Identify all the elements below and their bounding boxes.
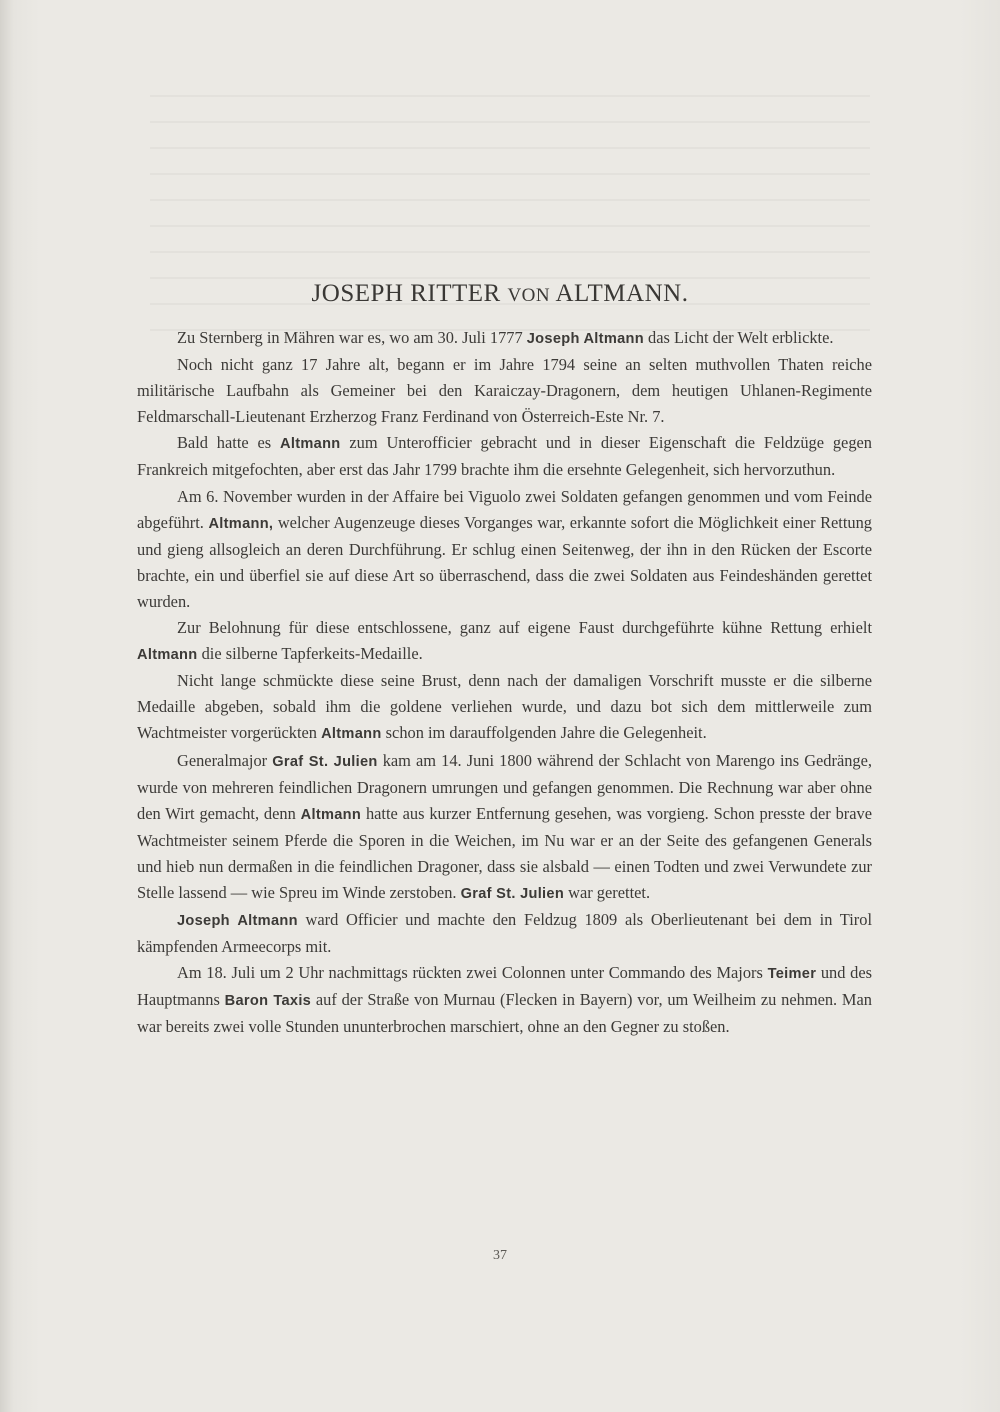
text-run: auf der Straße von Murnau (Flecken in Bayern) vor, um Weilheim zu nehmen. Man war bereits zwei volle Stunden ununterbrochen marschiert, ohne an den Gegner zu stoßen. xyxy=(137,990,872,1037)
paragraph xyxy=(137,484,872,615)
text-run: schon im darauffolgenden Jahre die Gelegenheit. xyxy=(381,723,707,743)
paragraph xyxy=(137,907,872,960)
paragraph xyxy=(137,352,872,430)
emphasized-name: Joseph Altmann xyxy=(177,913,298,930)
text-run: Zur Belohnung für diese entschlossene, ganz auf eigene Faust durchgeführte kühne Rettung erhielt xyxy=(177,618,872,638)
text-run: Nicht lange schmückte diese seine Brust, denn nach der damaligen Vorschrift musste er die silberne Medaille abgeben, sobald ihm die goldene verliehen wurde, und dazu bot sich dem mittlerweile zum Wachtmeister vorgerückten xyxy=(137,671,872,743)
text-run: Generalmajor xyxy=(177,750,273,770)
emphasized-name: Altmann xyxy=(300,806,362,823)
paragraph xyxy=(137,325,872,352)
text-run: und des Hauptmanns xyxy=(137,963,872,1010)
emphasized-name: Altmann, xyxy=(208,515,274,532)
title-surname: ALTMANN. xyxy=(555,280,689,307)
text-run: hatte aus kurzer Entfernung gesehen, was vorgieng. Schon presste der brave Wachtmeister seinem Pferde die Sporen in die Weichen, im Nu war er an der Seite des gefangenen Generals und hieb nun dermaßen in die feindlichen Dragoner, dass sie alsbald — einen Todten und zwei Verwundete zur Stelle lassend — wie Spreu im Winde zerstoben. xyxy=(137,803,872,902)
text-run: Am 18. Juli um 2 Uhr nachmittags rückten zwei Colonnen unter Commando des Majors xyxy=(177,963,768,983)
body-text xyxy=(137,325,872,1041)
emphasized-name: Altmann xyxy=(137,647,198,664)
emphasized-name: Altmann xyxy=(280,436,341,453)
text-run: Zu Sternberg in Mähren war es, wo am 30. Juli 1777 xyxy=(177,328,527,347)
title-name: JOSEPH RITTER xyxy=(311,280,501,307)
text-run: war gerettet. xyxy=(564,882,651,902)
emphasized-name: Graf St. Julien xyxy=(460,885,565,902)
text-run: welcher Augenzeuge dieses Vorganges war, erkannte sofort die Möglichkeit einer Rettung und gieng allsogleich an deren Durchführung. Er schlug einen Seitenweg, der ihn in den Rücken der Escorte brachte, ein und überfiel sie auf diese Art so überraschend, dass die zwei Soldaten aus Feindeshänden gerettet wurden. xyxy=(137,512,872,611)
page-number: 37 xyxy=(493,1248,507,1263)
title-particle: VON xyxy=(507,285,551,306)
paragraph xyxy=(137,430,872,483)
text-run: Noch nicht ganz 17 Jahre alt, begann er im Jahre 1794 seine an selten muthvollen Thaten reiche militärische Laufbahn als Gemeiner bei den Karaiczay-Dragonern, dem heutigen Uhlanen-Regimente Feldmarschall-Lieutenant Erzherzog Franz Ferdinand von Österreich-Este Nr. 7. xyxy=(137,355,872,427)
paragraph xyxy=(137,615,872,668)
text-run: zum Unterofficier gebracht und in dieser Eigenschaft die Feldzüge gegen Frankreich mitgefochten, aber erst das Jahr 1799 brachte ihm die ersehnte Gelegenheit, sich hervorzuthun. xyxy=(137,433,872,480)
chapter-title xyxy=(0,280,1000,308)
text-run: das Licht der Welt erblickte. xyxy=(643,328,834,347)
paragraph xyxy=(137,748,872,908)
text-run: ward Officier und machte den Feldzug 1809 als Oberlieutenant bei dem in Tirol kämpfenden Armeecorps mit. xyxy=(137,910,872,957)
emphasized-name: Baron Taxis xyxy=(224,993,312,1010)
emphasized-name: Graf St. Julien xyxy=(272,753,378,770)
emphasized-name: Teimer xyxy=(767,966,817,983)
text-run: die silberne Tapferkeits-Medaille. xyxy=(197,644,423,664)
paragraph xyxy=(137,960,872,1040)
paragraph xyxy=(137,668,872,747)
text-run: Bald hatte es xyxy=(177,433,281,453)
text-run: Am 6. November wurden in der Affaire bei Viguolo zwei Soldaten gefangen genommen und vom Feinde abgeführt. xyxy=(137,486,872,532)
emphasized-name: Joseph Altmann xyxy=(526,331,644,347)
text-run: kam am 14. Juni 1800 während der Schlacht von Marengo ins Gedränge, wurde von mehreren feindlichen Dragonern umrungen und gefangen genommen. Die Rechnung war aber ohne den Wirt gemacht, denn xyxy=(137,750,873,823)
emphasized-name: Altmann xyxy=(321,726,382,743)
